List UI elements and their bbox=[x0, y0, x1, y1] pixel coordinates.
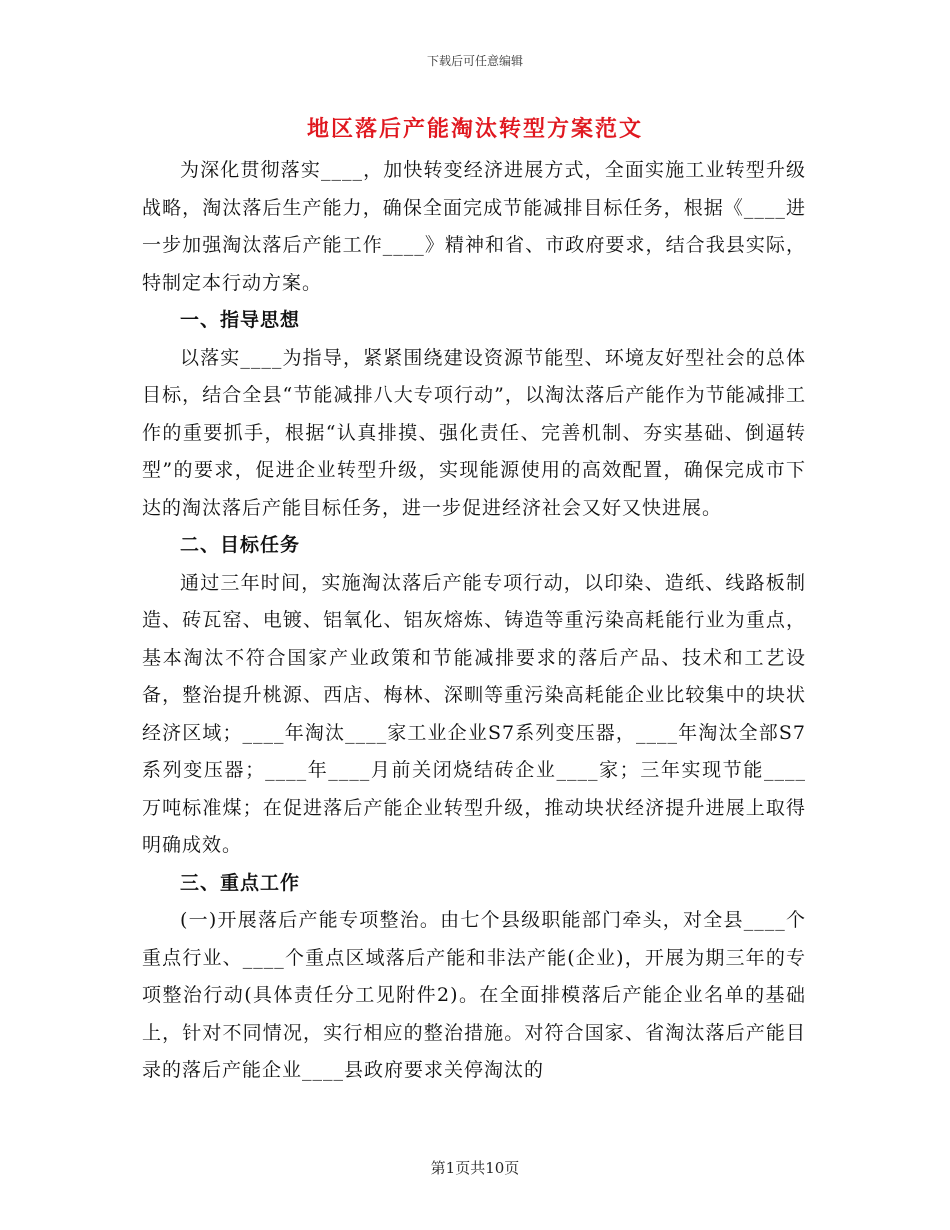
section-paragraph-guiding-ideology: 以落实____为指导，紧紧围绕建设资源节能型、环境友好型社会的总体目标，结合全县“节能减排八大专项行动”，以淘汰落后产能作为节能减排工作的重要抓手，根据“认真排摸、强化责任、完善机制、夯实基础、倒逼转型”的要求，促进企业转型升级，实现能源使用的高效配置，确保完成市下达的淘汰落后产能目标任务，进一步促进经济社会又好又快进展。 bbox=[142, 346, 806, 519]
section-paragraph-goals: 通过三年时间，实施淘汰落后产能专项行动，以印染、造纸、线路板制造、砖瓦窑、电镀、铝氧化、铝灰熔炼、铸造等重污染高耗能行业为重点，基本淘汰不符合国家产业政策和节能减排要求的落后产品、技术和工艺设备，整治提升桃源、西店、梅林、深甽等重污染高耗能企业比较集中的块状经济区域；____年淘汰____家工业企业S7系列变压器，____年淘汰全部S7系列变压器；____年____月前关闭烧结砖企业____家；三年实现节能____万吨标准煤；在促进落后产能企业转型升级，推动块状经济提升进展上取得明确成效。 bbox=[142, 571, 806, 856]
header-note: 下载后可任意编辑 bbox=[426, 54, 523, 68]
page-number-footer: 第1页共10页 bbox=[430, 1159, 520, 1177]
document-title: 地区落后产能淘汰转型方案范文 bbox=[306, 116, 643, 142]
document-body bbox=[142, 152, 806, 1090]
section-heading-key-work: 三、重点工作 bbox=[180, 871, 301, 894]
section-paragraph-key-work: (一)开展落后产能专项整治。由七个县级职能部门牵头，对全县____个重点行业、____个重点区域落后产能和非法产能(企业)，开展为期三年的专项整治行动(具体责任分工见附件2)。在全面排模落后产能企业名单的基础上，针对不同情况，实行相应的整治措施。对符合国家、省淘汰落后产能目录的落后产能企业____县政府要求关停淘汰的 bbox=[142, 909, 806, 1081]
section-heading-guiding-ideology: 一、指导思想 bbox=[180, 309, 301, 331]
intro-paragraph: 为深化贯彻落实____，加快转变经济进展方式，全面实施工业转型升级战略，淘汰落后生产能力，确保全面完成节能减排目标任务，根据《____进一步加强淘汰落后产能工作____》精神和省、市政府要求，结合我县实际，特制定本行动方案。 bbox=[142, 159, 806, 294]
section-heading-goals: 二、目标任务 bbox=[180, 534, 301, 556]
